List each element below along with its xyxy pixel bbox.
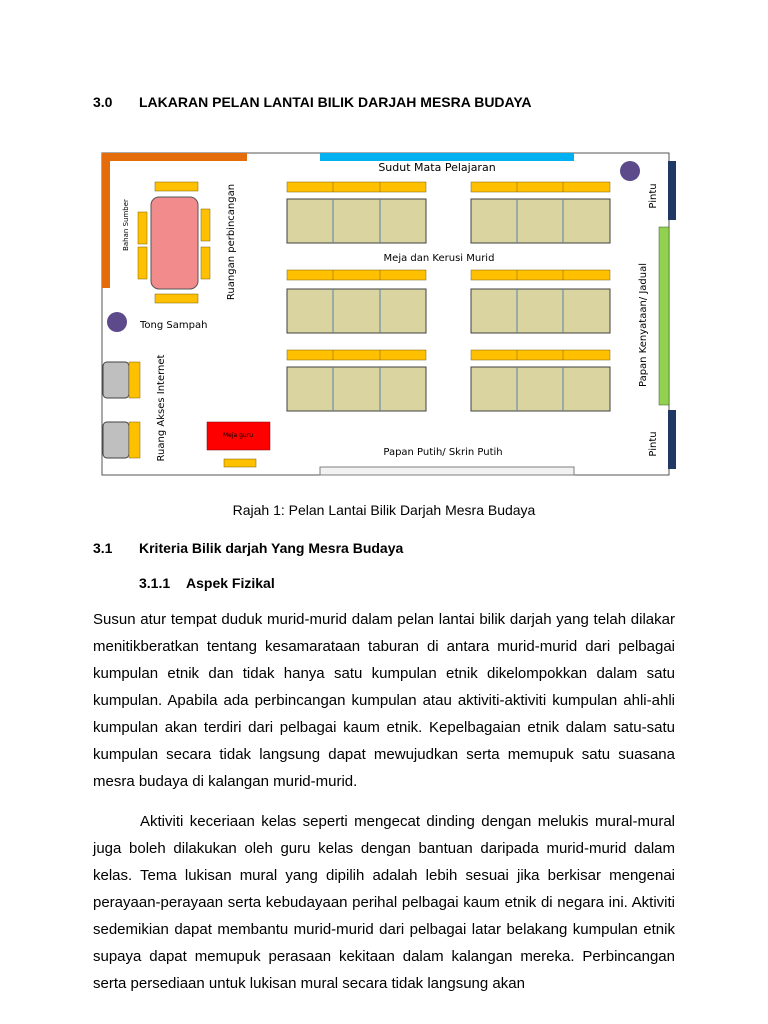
discussion-chair-bottom bbox=[155, 294, 198, 303]
discussion-table bbox=[151, 197, 198, 289]
notice-board bbox=[659, 227, 669, 405]
paragraph-1: Susun atur tempat duduk murid-murid dalam pelan lantai bilik darjah yang telah dilakar menitikberatkan tentang kesamarataan taburan di antara murid-murid dari pelbagai kumpulan etnik dan tidak hanya satu kumpulan etnik dikelompokkan dalam satu kumpulan. Apabila ada perbincangan kumpulan atau aktiviti-aktiviti kumpulan ahli-ahli kumpulan akan terdiri dari pelbagai kaum etnik. Kepelbagaian etnik dalam satu-satu kumpulan secara tidak langsung dapat mewujudkan serta memupuk satu suasana mesra budaya di kalangan murid-murid. bbox=[93, 611, 675, 790]
rubbish-bin-right bbox=[620, 161, 640, 181]
label-papan-kenyataan: Papan Kenyataan/ Jadual bbox=[638, 262, 649, 388]
student-desk-group-2 bbox=[471, 182, 610, 243]
student-desk-group-3 bbox=[287, 270, 426, 333]
whiteboard-bar bbox=[320, 467, 574, 475]
section-number-3-1-1: 3.1.1 bbox=[139, 575, 171, 591]
student-desk-group-4 bbox=[471, 270, 610, 333]
figure-caption: Rajah 1: Pelan Lantai Bilik Darjah Mesra Budaya bbox=[232, 502, 536, 518]
label-bahan-sumber: Bahan Sumber bbox=[122, 199, 130, 251]
discussion-chair-right-1 bbox=[201, 209, 210, 241]
student-desk-group-6 bbox=[471, 350, 610, 411]
label-pintu-bottom: Pintu bbox=[648, 431, 659, 457]
label-tong-sampah: Tong Sampah bbox=[140, 320, 208, 331]
label-meja-kerusi-murid: Meja dan Kerusi Murid bbox=[383, 253, 495, 264]
section-number-3-1: 3.1 bbox=[93, 540, 113, 556]
sudut-mata-pelajaran-bar bbox=[320, 153, 574, 161]
door-bottom bbox=[668, 410, 676, 469]
door-top bbox=[668, 161, 676, 220]
label-ruang-akses-internet: Ruang Akses Internet bbox=[156, 354, 167, 462]
discussion-chair-top bbox=[155, 182, 198, 191]
paragraph-2 bbox=[93, 808, 675, 997]
section-title-3-1: Kriteria Bilik darjah Yang Mesra Budaya bbox=[139, 540, 404, 556]
computer-station-1 bbox=[103, 362, 140, 398]
label-sudut-mata-pelajaran: Sudut Mata Pelajaran bbox=[378, 161, 496, 174]
computer-station-2 bbox=[103, 422, 140, 458]
section-number-3-0: 3.0 bbox=[93, 94, 113, 110]
label-meja-guru: Meja guru bbox=[223, 432, 253, 439]
paragraph-2-text: Aktiviti keceriaan kelas seperti mengecat dinding dengan melukis mural-mural juga boleh dilakukan oleh guru kelas dengan bantuan daripada murid-murid dalam kelas. Tema lukisan mural yang dipilih adalah lebih sesuai jika berkisar mengenai perayaan-perayaan serta kebudayaan perihal pelbagai kaum etnik di negara ini. Aktiviti sedemikian dapat membantu murid-murid dari pelbagai latar belakang kumpulan etnik supaya dapat memupuk perasaan kekitaan dalam kalangan mereka. Perbincangan serta persediaan untuk lukisan mural secara tidak langsung akan bbox=[93, 813, 675, 992]
discussion-chair-left-2 bbox=[138, 247, 147, 279]
discussion-chair-right-2 bbox=[201, 247, 210, 279]
student-desk-group-5 bbox=[287, 350, 426, 411]
label-pintu-top: Pintu bbox=[648, 183, 659, 209]
section-title: LAKARAN PELAN LANTAI BILIK DARJAH MESRA BUDAYA bbox=[139, 94, 532, 110]
discussion-chair-left-1 bbox=[138, 212, 147, 244]
label-ruangan-perbincangan: Ruangan perbincangan bbox=[226, 183, 237, 301]
label-papan-putih: Papan Putih/ Skrin Putih bbox=[383, 447, 503, 458]
orange-wall-top bbox=[102, 153, 247, 161]
rubbish-bin-left bbox=[107, 312, 127, 332]
floor-plan-diagram bbox=[0, 0, 768, 490]
student-desk-group-1 bbox=[287, 182, 426, 243]
orange-wall-left bbox=[102, 153, 110, 288]
section-title-3-1-1: Aspek Fizikal bbox=[186, 575, 275, 591]
teacher-chair bbox=[224, 459, 256, 467]
